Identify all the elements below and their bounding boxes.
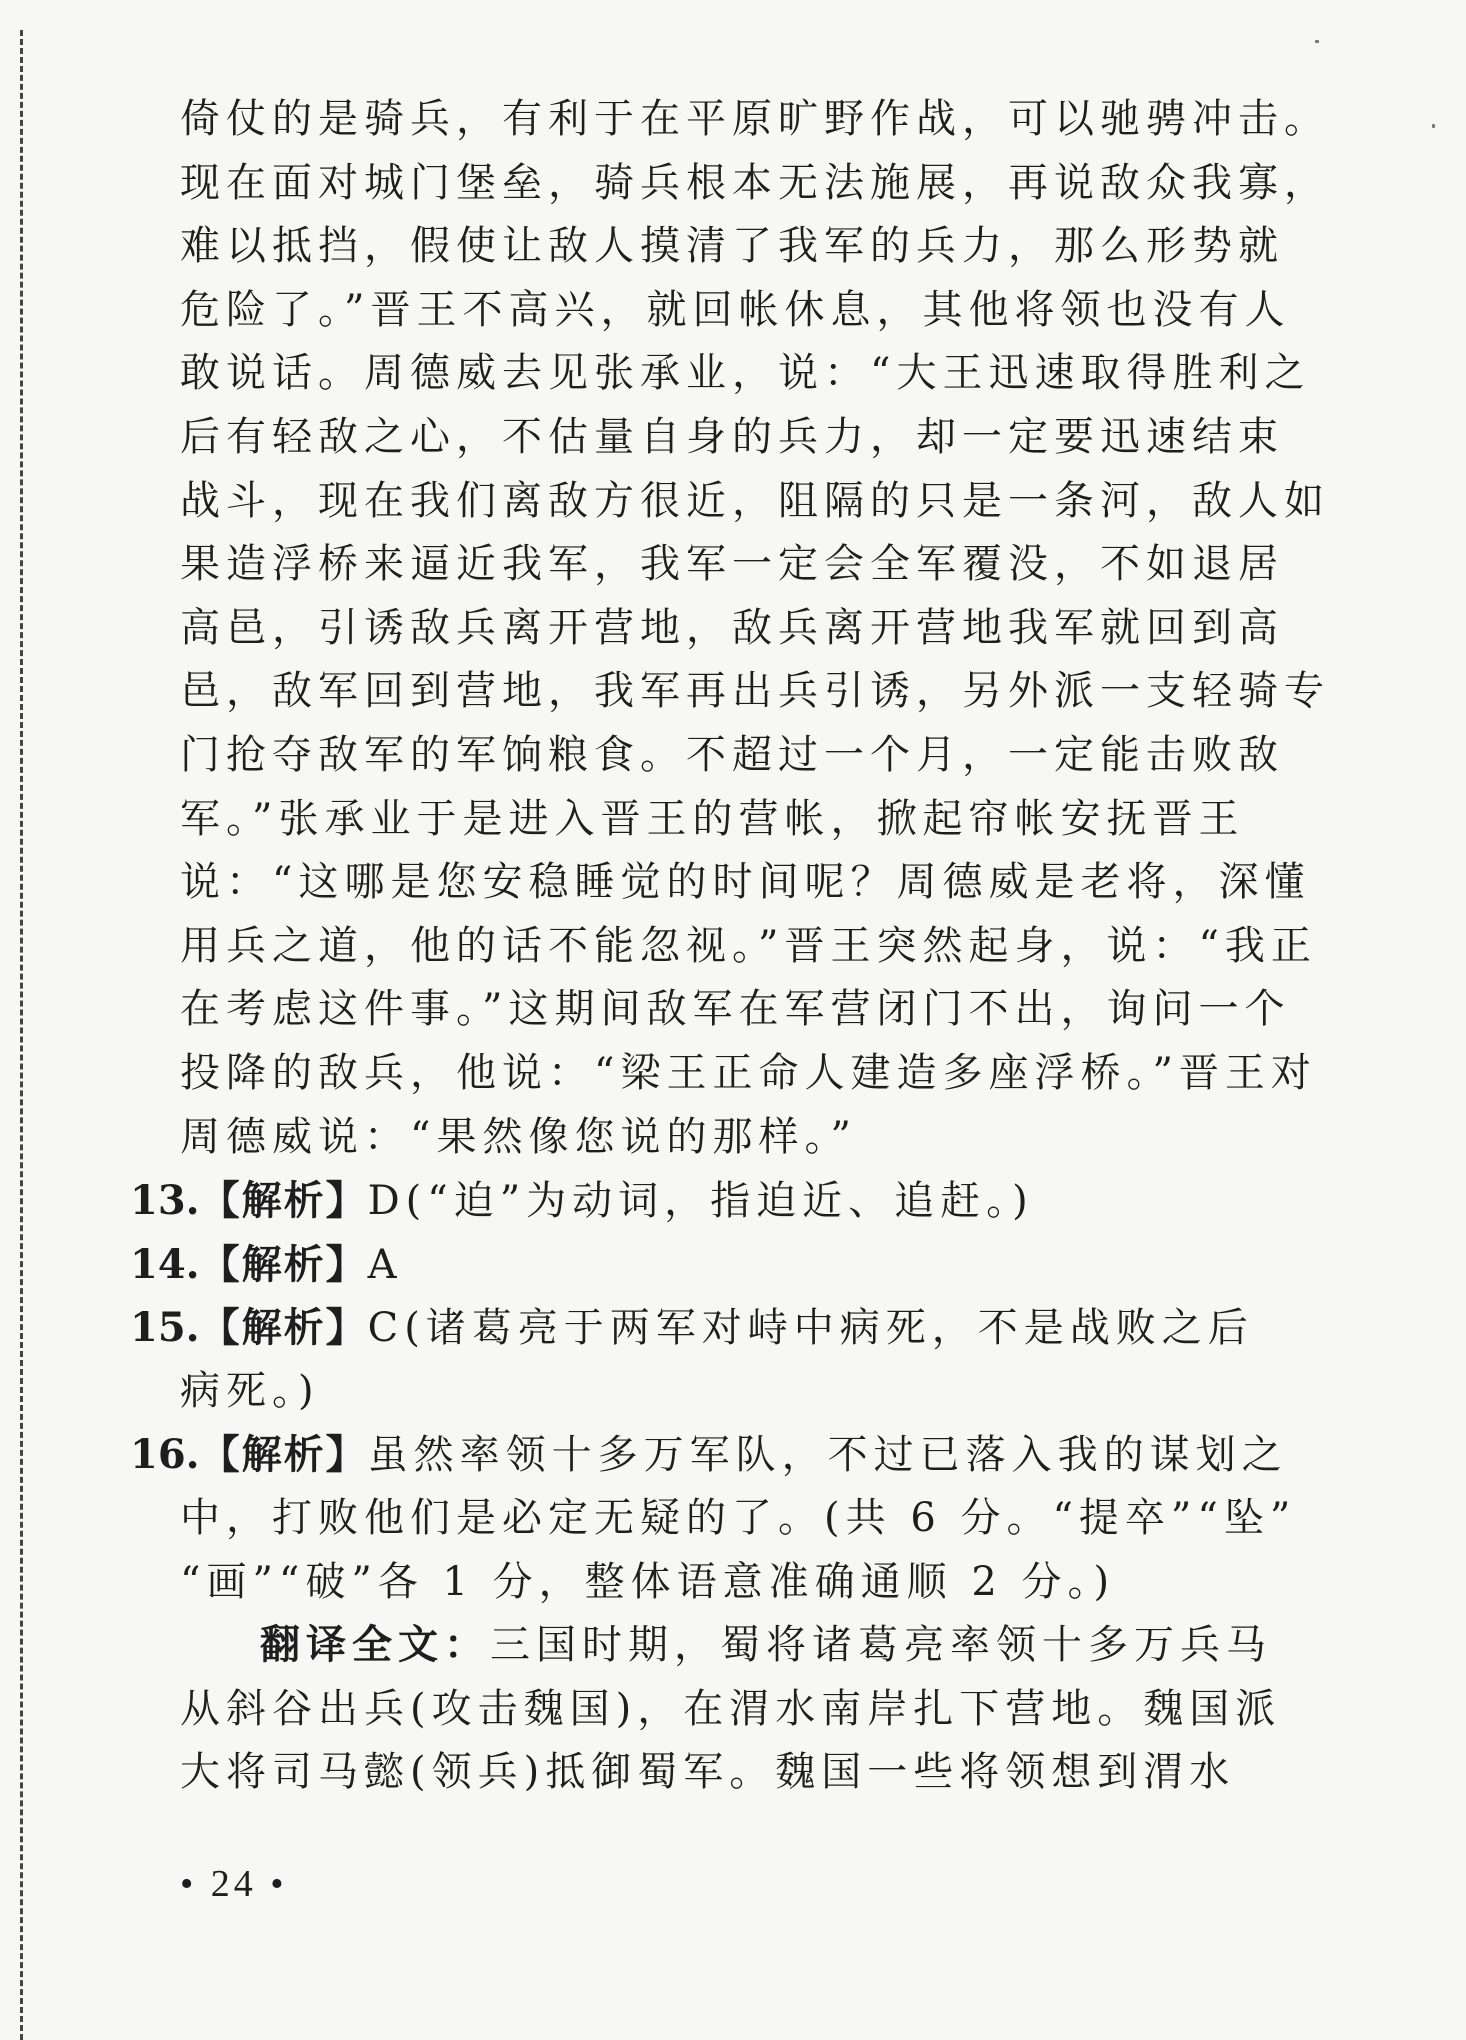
translation-line (180, 1614, 1272, 1678)
answer-text: A (367, 1241, 403, 1288)
answer-text: 虽然率领十多万军队，不过已落入我的谋划之 (367, 1432, 1288, 1479)
question-number: 13. (130, 1177, 200, 1225)
passage-line: 投降的敌兵，他说：“梁王正命人建造多座浮桥。”晋王对 (180, 1049, 1317, 1096)
passage-line: 危险了。”晋王不高兴，就回帐休息，其他将领也没有人 (180, 286, 1291, 333)
passage-line: 周德威说：“果然像您说的那样。” (180, 1113, 857, 1160)
passage-line: 战斗，现在我们离敌方很近，阻隔的只是一条河，敌人如 (180, 477, 1330, 524)
answer-14 (130, 1233, 1260, 1297)
passage-line: 在考虑这件事。”这期间敌军在军营闭门不出，询问一个 (180, 986, 1291, 1033)
passage-line: 难以抵挡，假使让敌人摸清了我军的兵力，那么形势就 (180, 223, 1284, 270)
passage-line: 用兵之道，他的话不能忽视。”晋王突然起身，说：“我正 (180, 922, 1317, 969)
translation-label: 翻译全文： (260, 1622, 490, 1669)
translation-text: 三国时期，蜀将诸葛亮率领十多万兵马 (490, 1622, 1272, 1669)
answer-line: “画”“破”各 1 分，整体语意准确通顺 2 分。) (180, 1558, 1116, 1605)
answer-line (130, 1296, 1260, 1360)
answer-text: C(诸葛亮于两军对峙中病死，不是战败之后 (367, 1305, 1254, 1352)
binding-cut-line (20, 30, 23, 2040)
passage-line: 高邑，引诱敌兵离开营地，敌兵离开营地我军就回到高 (180, 604, 1284, 651)
answer-line: 中，打败他们是必定无疑的了。(共 6 分。“提卒”“坠” (180, 1495, 1297, 1542)
answer-line: 病死。) (180, 1367, 320, 1414)
passage-line: 敢说话。周德威去见张承业，说：“大王迅速取得胜利之 (180, 350, 1311, 397)
scan-speck (1432, 124, 1435, 128)
question-number: 15. (130, 1304, 200, 1352)
answer-15 (130, 1296, 1260, 1423)
passage-line: 现在面对城门堡垒，骑兵根本无法施展，再说敌众我寡， (180, 159, 1330, 206)
question-number: 16. (130, 1431, 200, 1479)
passage-line: 后有轻敌之心，不估量自身的兵力，却一定要迅速结束 (180, 413, 1284, 460)
analysis-tag: 【解析】 (199, 1305, 368, 1352)
answer-text: D(“迫”为动词，指迫近、追赶。) (367, 1178, 1034, 1225)
scan-speck (1315, 40, 1319, 43)
translation-line: 大将司马懿(领兵)抵御蜀军。魏国一些将领想到渭水 (180, 1749, 1236, 1796)
passage-line: 说：“这哪是您安稳睡觉的时间呢？周德威是老将，深懂 (180, 859, 1311, 906)
question-number: 14. (130, 1240, 200, 1288)
passage-line: 门抢夺敌军的军饷粮食。不超过一个月，一定能击败敌 (180, 731, 1284, 778)
answer-line (130, 1423, 1288, 1487)
passage-line: 倚仗的是骑兵，有利于在平原旷野作战，可以驰骋冲击。 (180, 96, 1330, 142)
full-translation (180, 1614, 1282, 1805)
answer-page (130, 88, 1330, 1805)
answer-16 (130, 1423, 1297, 1614)
analysis-tag: 【解析】 (199, 1432, 368, 1479)
passage-line: 果造浮桥来逼近我军，我军一定会全军覆没，不如退居 (180, 541, 1284, 588)
translation-passage (180, 88, 1330, 1169)
passage-line: 邑，敌军回到营地，我军再出兵引诱，另外派一支轻骑专 (180, 668, 1330, 715)
page-number: • 24 • (180, 1863, 288, 1905)
translation-line: 从斜谷出兵(攻击魏国)，在渭水南岸扎下营地。魏国派 (180, 1685, 1282, 1732)
analysis-tag: 【解析】 (199, 1241, 368, 1288)
answer-13 (130, 1169, 1260, 1233)
analysis-tag: 【解析】 (199, 1178, 368, 1225)
passage-line: 军。”张承业于是进入晋王的营帐，掀起帘帐安抚晋王 (180, 795, 1245, 842)
